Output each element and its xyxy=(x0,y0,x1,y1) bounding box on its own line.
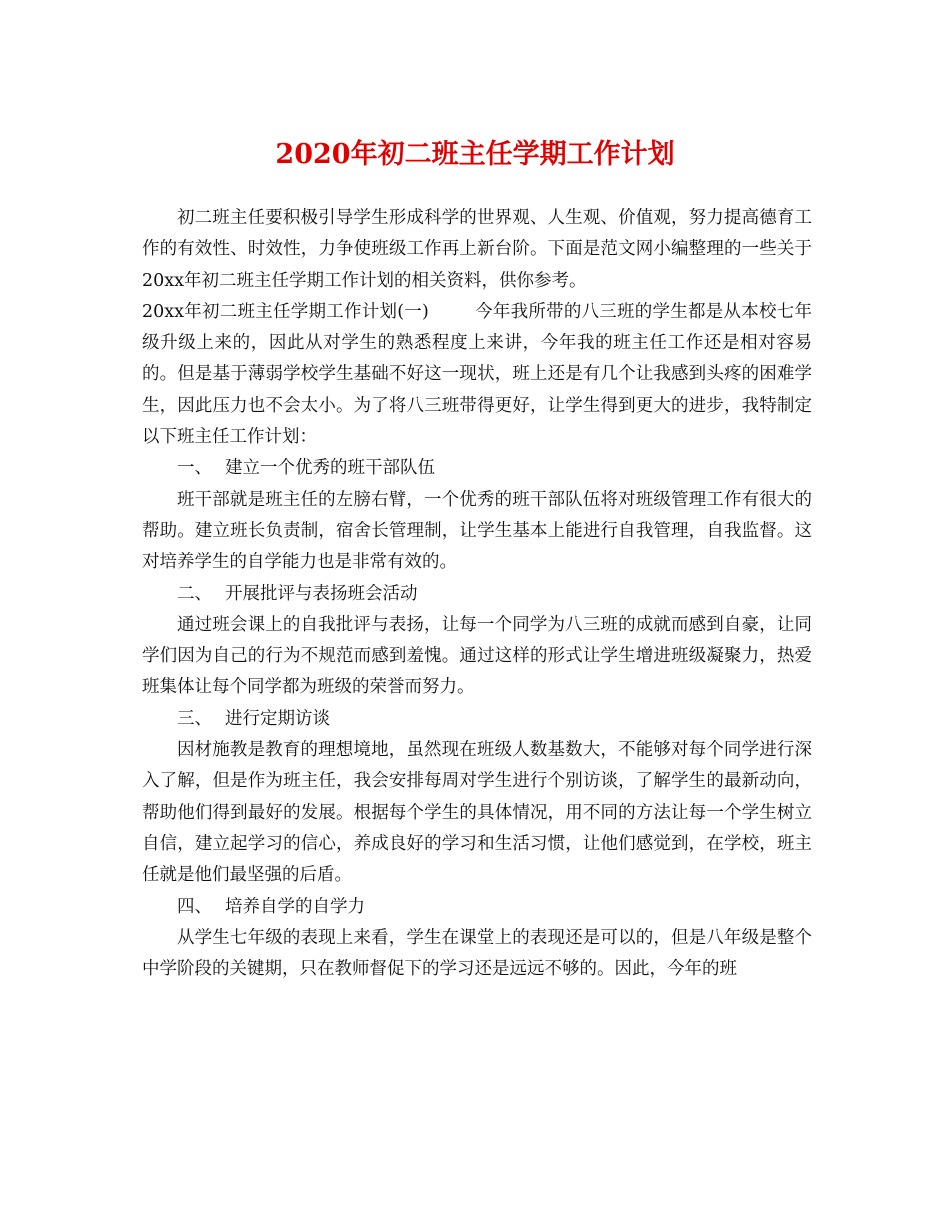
section-heading-text: 开展批评与表扬班会活动 xyxy=(225,583,418,604)
section-heading-text: 建立一个优秀的班干部队伍 xyxy=(225,458,435,479)
section-number: 二、 xyxy=(177,583,212,604)
section-heading-text: 培养自学的自学力 xyxy=(225,896,365,917)
section-number: 三、 xyxy=(177,708,212,729)
section-paragraph-1: 班干部就是班主任的左膀右臂，一个优秀的班干部队伍将对班级管理工作有很大的帮助。建立班长负责制，宿舍长管理制，让学生基本上能进行自我管理，自我监督。这对培养学生的自学能力也是非常有效的。 xyxy=(142,489,812,573)
section-heading-1 xyxy=(142,453,812,484)
section-heading-3 xyxy=(142,704,812,735)
section-heading-2 xyxy=(142,579,812,610)
section-paragraph-3: 因材施教是教育的理想境地，虽然现在班级人数基数大，不能够对每个同学进行深入了解，但是作为班主任，我会安排每周对学生进行个别访谈，了解学生的最新动向，帮助他们得到最好的发展。根据每个学生的具体情况，用不同的方法让每一个学生树立自信，建立起学习的信心，养成良好的学习和生活习惯，让他们感觉到，在学校，班主任就是他们最坚强的后盾。 xyxy=(142,740,812,886)
intro-paragraph: 初二班主任要积极引导学生形成科学的世界观、人生观、价值观，努力提高德育工作的有效性、时效性，力争使班级工作再上新台阶。下面是范文网小编整理的一些关于20xx年初二班主任学期工作计划的相关资料，供你参考。 xyxy=(142,208,812,291)
section-heading-4 xyxy=(142,892,812,923)
section-heading-text: 进行定期访谈 xyxy=(225,708,330,729)
plan-text: 今年我所带的八三班的学生都是从本校七年级升级上来的，因此从对学生的熟悉程度上来讲，今年我的班主任工作还是相对容易的。但是基于薄弱学校学生基础不好这一现状，班上还是有几个让我感到头疼的困难学生，因此压力也不会太小。为了将八三班带得更好，让学生得到更大的进步，我特制定以下班主任工作计划： xyxy=(142,301,812,448)
document-title: 2020年初二班主任学期工作计划 xyxy=(275,139,675,170)
section-paragraph-4: 从学生七年级的表现上来看，学生在课堂上的表现还是可以的，但是八年级是整个中学阶段的关键期，只在教师督促下的学习还是远远不够的。因此，今年的班 xyxy=(142,927,812,980)
plan-label: 20xx年初二班主任学期工作计划(一) xyxy=(142,301,429,322)
section-number: 四、 xyxy=(177,896,212,917)
plan-paragraph xyxy=(142,297,812,453)
section-paragraph-2: 通过班会课上的自我批评与表扬，让每一个同学为八三班的成就而感到自豪，让同学们因为自己的行为不规范而感到羞愧。通过这样的形式让学生增进班级凝聚力，热爱班集体让每个同学都为班级的荣誉而努力。 xyxy=(142,614,812,698)
section-number: 一、 xyxy=(177,458,212,479)
document-body xyxy=(142,203,812,985)
